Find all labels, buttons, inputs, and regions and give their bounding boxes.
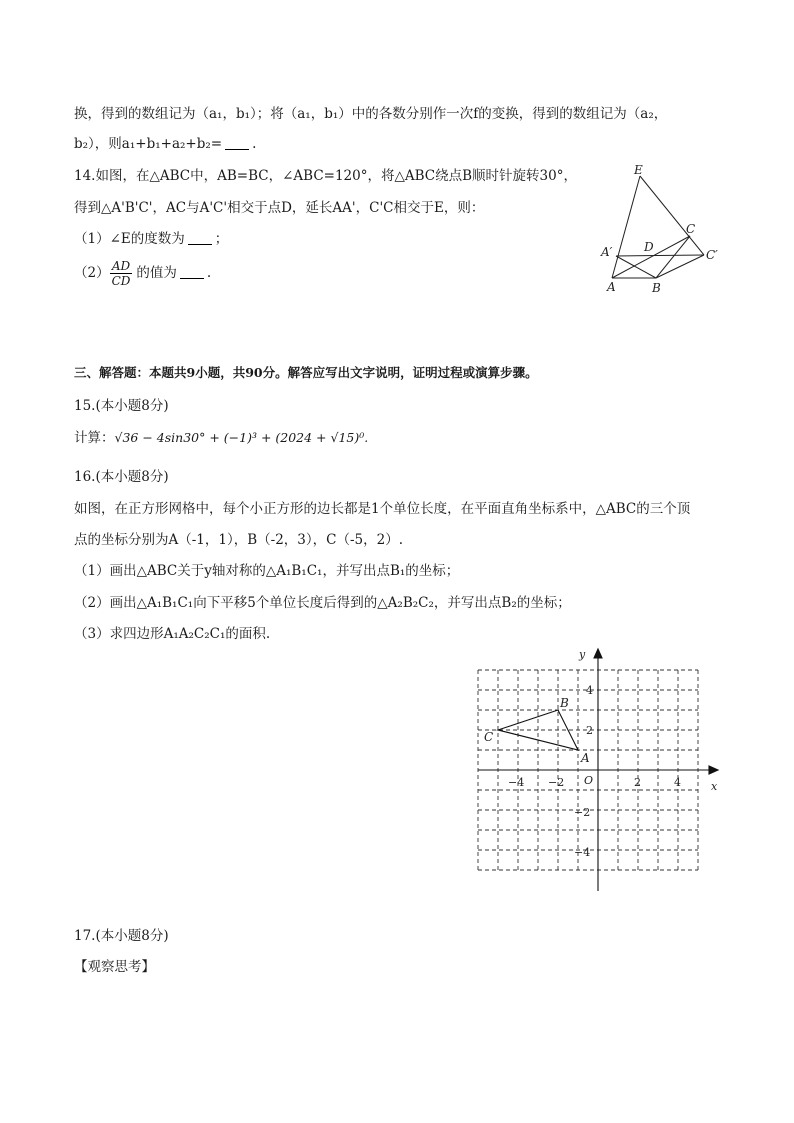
x-tick-4: 4 [674,776,681,789]
q13-line2-end: . [252,136,257,152]
x-tick-neg2: −2 [548,776,565,789]
y-tick-2: 2 [586,724,593,737]
q17-subheading: 【观察思考】 [74,959,155,975]
origin-label: O [584,774,594,787]
q14-sub2-end: . [206,265,212,281]
q16-coordinate-grid [470,645,730,895]
q14-sub1 [74,229,228,249]
q14-sub2-text: 的值为 [136,265,177,281]
q16-line2: 点的坐标分别为A（-1，1），B（-2，3），C（-5，2）. [74,532,404,548]
segment-e-a [612,176,640,278]
label-d: D [644,240,654,254]
q14-line2: 得到△A'B'C'，AC与A'C'相交于点D，延长AA'，C'C相交于E，则： [74,200,485,216]
q16-item2: （2）画出△A₁B₁C₁向下平移5个单位长度后得到的△A₂B₂C₂，并写出点B₂的坐标； [74,595,571,611]
segment-b-c1 [656,255,704,278]
q14-sub1-text: （1）∠E的度数为 [74,231,185,247]
q13-line2 [74,134,256,154]
x-axis-arrow-icon [709,766,718,774]
y-tick-neg2: −2 [574,806,591,819]
y-axis-label: y [579,648,586,661]
segment-b-c [656,236,690,278]
q16-item3: （3）求四边形A₁A₂C₂C₁的面积. [74,626,271,642]
q14-rotation-figure [596,164,726,298]
label-c: C [686,222,696,236]
q14-sub2-prefix: （2） [74,265,110,281]
section-3-heading: 三、解答题：本题共9小题，共90分。解答应写出文字说明，证明过程或演算步骤。 [74,365,538,380]
label-e: E [634,164,643,177]
q15-expression [74,428,368,448]
q17-title: 17.(本小题8分) [74,928,169,944]
q16-line1: 如图，在正方形网格中，每个小正方形的边长都是1个单位长度，在平面直角坐标系中，△ABC的三个顶 [74,501,691,517]
q13-line2-text: b₂），则a₁+b₁+a₂+b₂= [74,136,223,152]
x-axis-label: x [711,780,718,793]
label-b: B [652,281,661,295]
point-label-c: C [484,730,494,744]
y-tick-4: 4 [586,684,593,697]
fraction-denominator: CD [111,274,131,288]
y-tick-neg4: −4 [574,846,591,859]
segment-a1-b [616,256,656,278]
q15-prompt: 计算： [74,430,115,446]
answer-blank [188,230,212,245]
q14-sub1-end: ； [214,231,229,247]
answer-blank [180,264,204,279]
answer-blank [225,135,249,150]
q16-item1: （1）画出△ABC关于y轴对称的△A₁B₁C₁，并写出点B₁的坐标； [74,563,460,579]
label-a-prime: A′ [601,245,613,259]
q16-title: 16.(本小题8分) [74,469,169,485]
q15-title: 15.(本小题8分) [74,398,169,414]
y-axis-arrow-icon [594,649,602,658]
point-label-a: A [581,751,590,765]
point-label-b: B [560,696,569,710]
label-c-prime: C′ [706,248,718,262]
ad-over-cd-fraction [110,259,133,288]
segment-a1-c1 [616,255,704,256]
label-a: A [607,280,616,294]
q14-line1: 14.如图，在△ABC中，AB=BC，∠ABC=120°，将△ABC绕点B顺时针旋转30°， [74,168,577,184]
q14-sub2 [74,259,211,288]
x-tick-neg4: −4 [508,776,525,789]
q15-expr: √36 − 4sin30° + (−1)³ + (2024 + √15)⁰. [114,430,369,445]
fraction-numerator: AD [111,259,131,273]
axes [478,649,718,891]
x-tick-2: 2 [634,776,641,789]
q13-line1: 换，得到的数组记为（a₁，b₁）；将（a₁，b₁）中的各数分别作一次f的变换，得到的数组记为（a₂， [74,106,668,122]
